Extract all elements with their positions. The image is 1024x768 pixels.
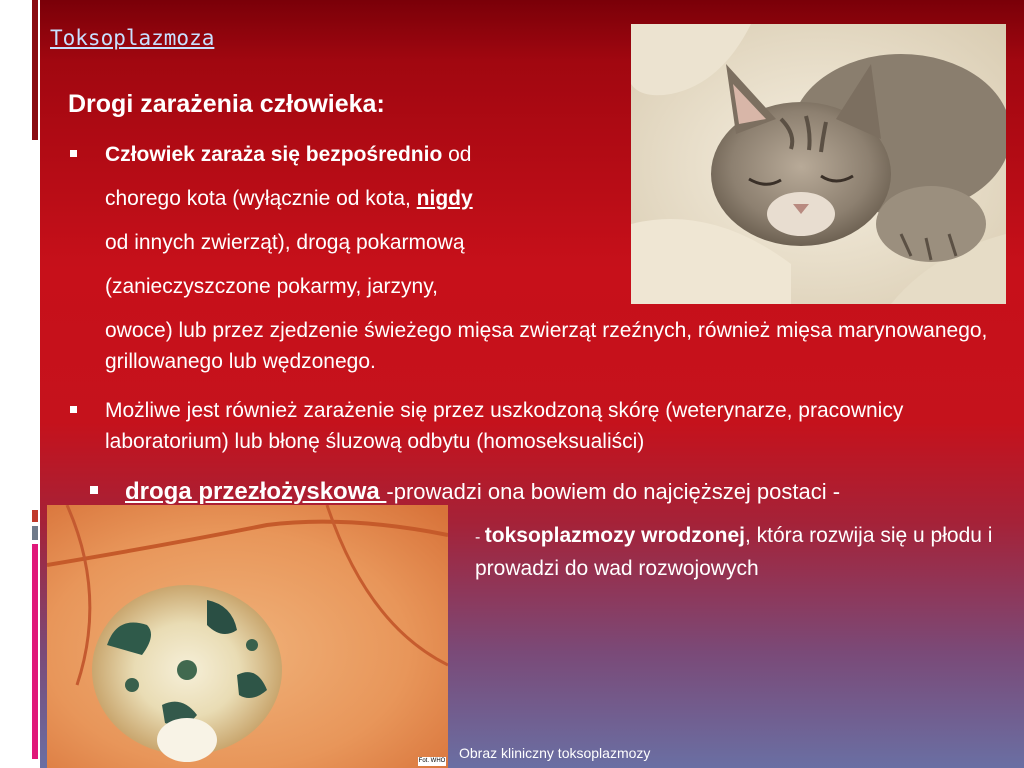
- stripe-red-small: [32, 510, 38, 522]
- stripe-dark-red: [32, 0, 38, 140]
- stripe-grey: [32, 526, 38, 540]
- bullet-marker: [70, 406, 77, 413]
- section-heading: Drogi zarażenia człowieka:: [68, 90, 385, 118]
- bullet3-rest: -prowadzi ona bowiem do najcięższej postaci -: [386, 479, 841, 504]
- stripe-pink: [32, 544, 38, 759]
- retina-photo: [47, 505, 448, 768]
- bullet1-emphasis: nigdy: [416, 187, 473, 210]
- bullet3-line: [125, 476, 840, 507]
- retina-lesion-illustration: [47, 505, 448, 768]
- continuation-rest: , która rozwija się u płodu i prowadzi do wad rozwojowych: [475, 524, 993, 580]
- photo-credit: Fot. WHO: [418, 758, 446, 764]
- bullet3-term: droga przezłożyskowa: [125, 478, 387, 505]
- continuation-bold: toksoplazmozy wrodzonej: [484, 524, 745, 547]
- bullet1-line4: (zanieczyszczone pokarmy, jarzyny,: [105, 275, 438, 298]
- kitten-illustration: [631, 24, 1006, 304]
- bullet1-line2-text: chorego kota (wyłącznie od kota,: [105, 187, 417, 210]
- continuation-text: [475, 520, 995, 584]
- title-link[interactable]: Toksoplazmoza: [50, 26, 215, 50]
- bullet1-line5: owoce) lub przez zjedzenie świeżego mięsa zwierząt rzeźnych, również mięsa marynowanego, grillowanego lub wędzonego.: [105, 319, 988, 373]
- image-caption: Obraz kliniczny toksoplazmozy: [459, 745, 651, 761]
- bullet1-bold: Człowiek zaraża się bezpośrednio: [105, 143, 443, 166]
- bullet-marker: [70, 150, 77, 157]
- bullet1-line2: [105, 183, 473, 214]
- bullet1-line1: [105, 139, 471, 170]
- continuation-dash: -: [475, 529, 485, 546]
- bullet2-text: Możliwe jest również zarażenie się przez uszkodzoną skórę (weterynarze, pracownicy laboratorium) lub błonę śluzową odbytu (homoseksualiści): [105, 399, 904, 453]
- left-margin-bar: [0, 0, 40, 768]
- bullet1-line3: od innych zwierząt), drogą pokarmową: [105, 231, 465, 254]
- bullet-marker: [90, 486, 98, 494]
- bullet1-after-bold: od: [442, 143, 472, 166]
- kitten-photo: [631, 24, 1006, 304]
